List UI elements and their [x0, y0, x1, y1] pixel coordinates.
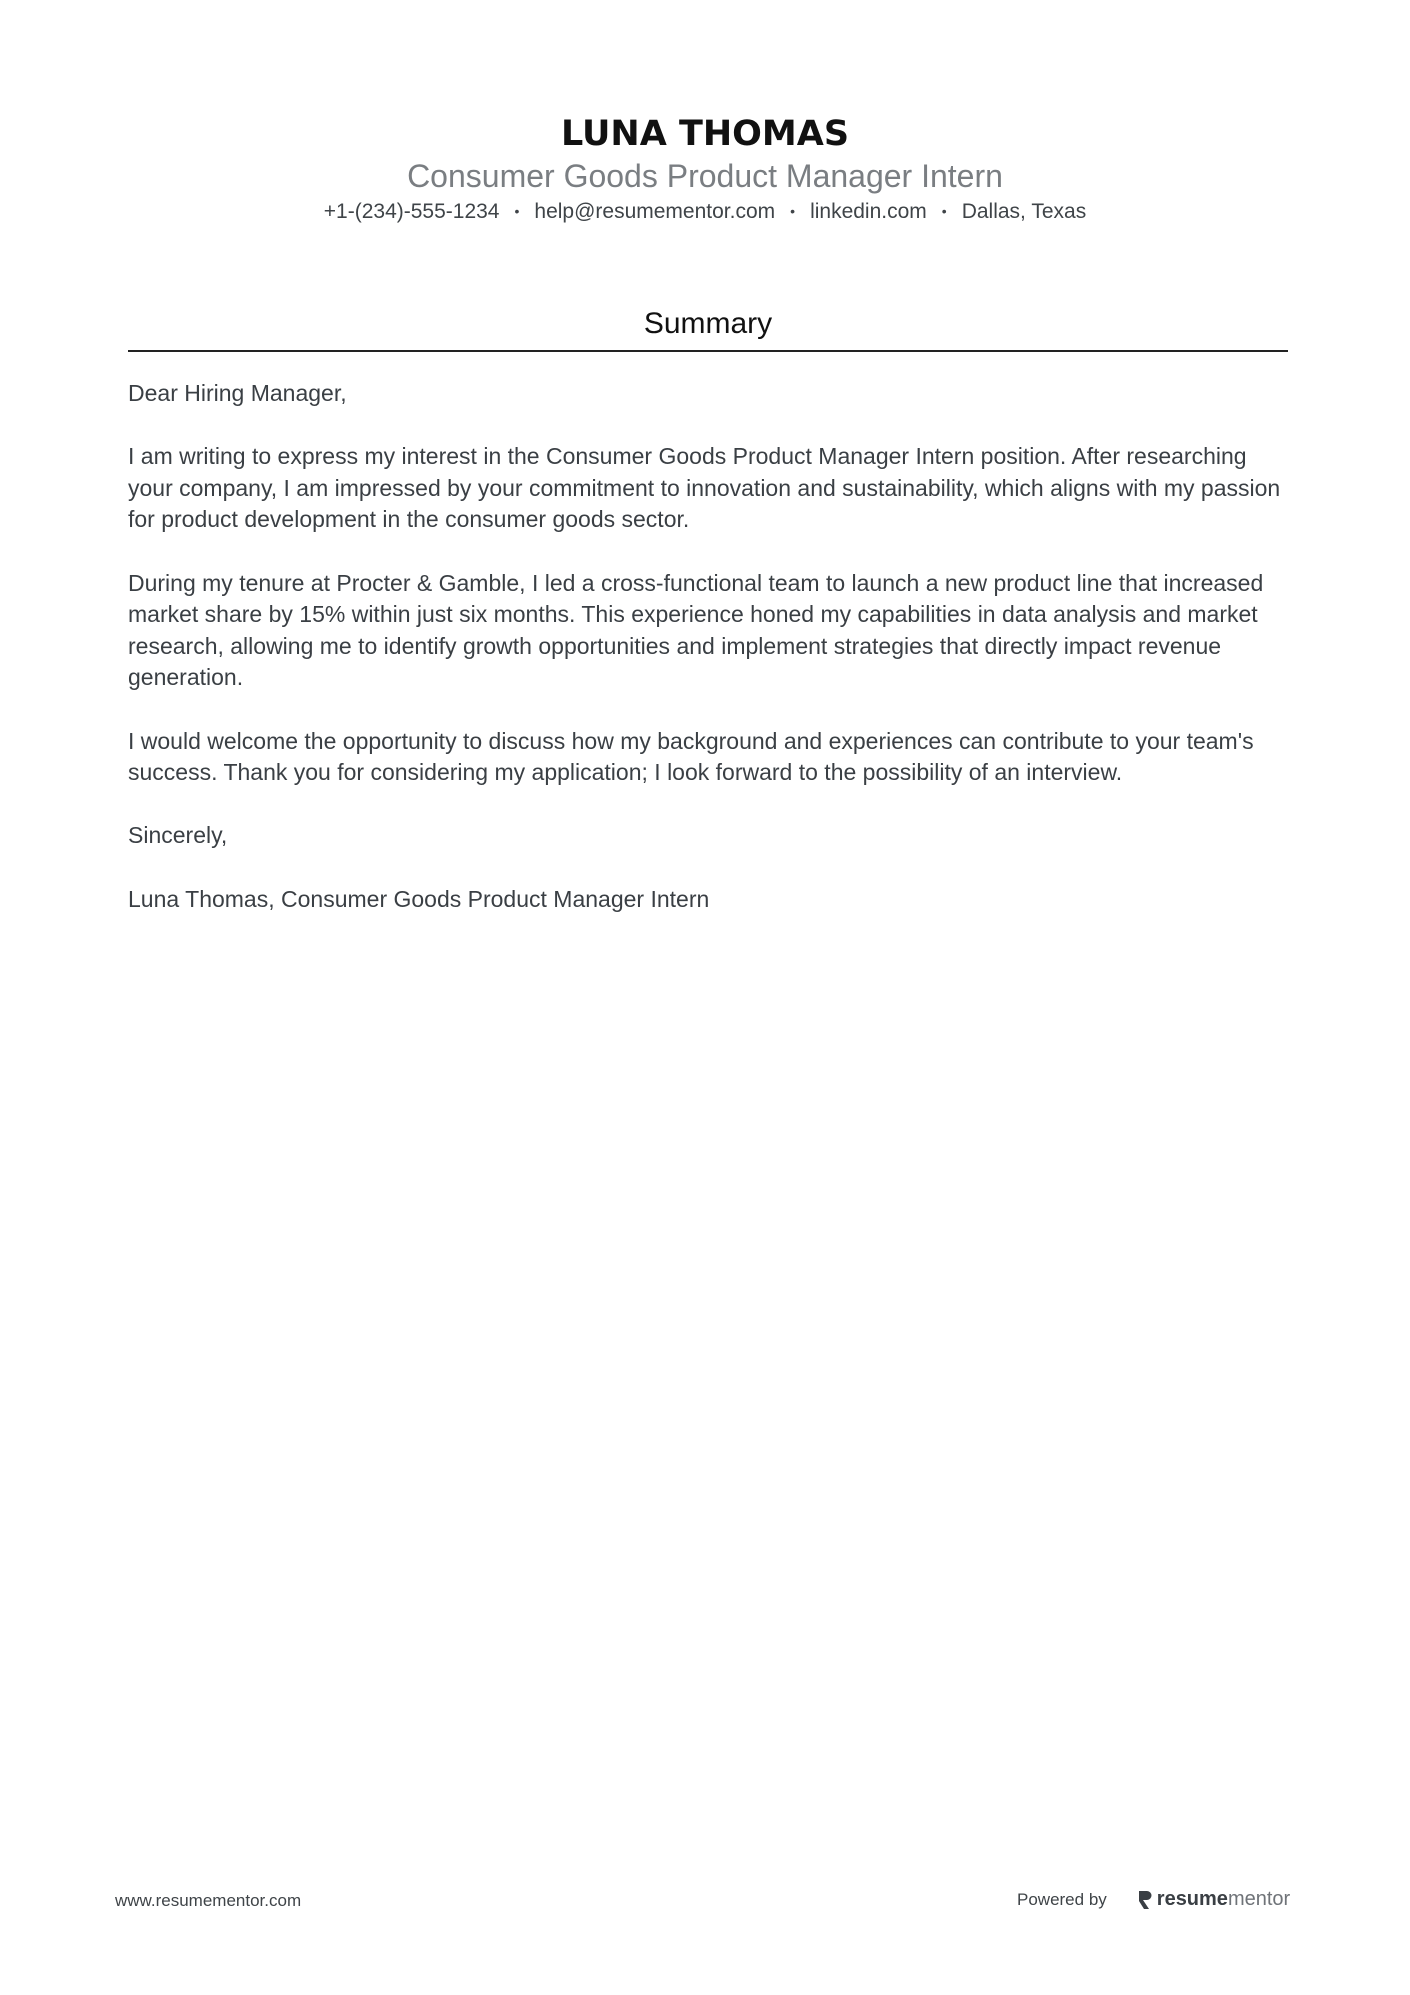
resumementor-logo-icon	[1137, 1890, 1152, 1910]
footer-website: www.resumementor.com	[115, 1891, 302, 1910]
contact-separator: •	[941, 203, 947, 219]
footer-branding	[1017, 1888, 1290, 1911]
contact-separator: •	[514, 203, 520, 219]
letter-paragraph: I am writing to express my interest in the Consumer Goods Product Manager Intern position. After researching your company, I am impressed by your commitment to innovation and sustainability, which aligns with my passion for product development in the consumer goods sector.	[128, 443, 1281, 533]
contact-separator: •	[790, 203, 796, 219]
resume-header	[0, 112, 1410, 227]
contact-phone: +1-(234)-555-1234	[323, 200, 500, 223]
letter-closing: Sincerely,	[128, 822, 228, 849]
contact-linkedin: linkedin.com	[810, 200, 927, 223]
letter-signature: Luna Thomas, Consumer Goods Product Manager Intern	[128, 885, 710, 912]
letter-paragraph: I would welcome the opportunity to discuss how my background and experiences can contribute to your team's success. Thank you for considering my application; I look forward to the possibility of an interview.	[128, 727, 1254, 786]
letter-paragraph: During my tenure at Procter & Gamble, I led a cross-functional team to launch a new product line that increased market share by 15% within just six months. This experience honed my capabilities in data analysis and market research, allowing me to identify growth opportunities and implement strategies that directly impact revenue generation.	[128, 569, 1264, 691]
section-divider	[128, 350, 1288, 352]
letter-body	[128, 378, 1288, 947]
brand-name-part2: mentor	[1227, 1888, 1291, 1910]
contact-line	[0, 196, 1410, 227]
candidate-name: LUNA THOMAS	[560, 114, 850, 154]
powered-by-label: Powered by	[1017, 1889, 1107, 1909]
contact-email: help@resumementor.com	[534, 200, 776, 223]
brand-logo	[1137, 1888, 1290, 1911]
candidate-role: Consumer Goods Product Manager Intern	[407, 158, 1003, 194]
brand-name-part1: resume	[1156, 1888, 1228, 1910]
contact-location: Dallas, Texas	[961, 200, 1087, 223]
letter-salutation: Dear Hiring Manager,	[128, 380, 347, 406]
section-title-summary: Summary	[643, 307, 773, 340]
